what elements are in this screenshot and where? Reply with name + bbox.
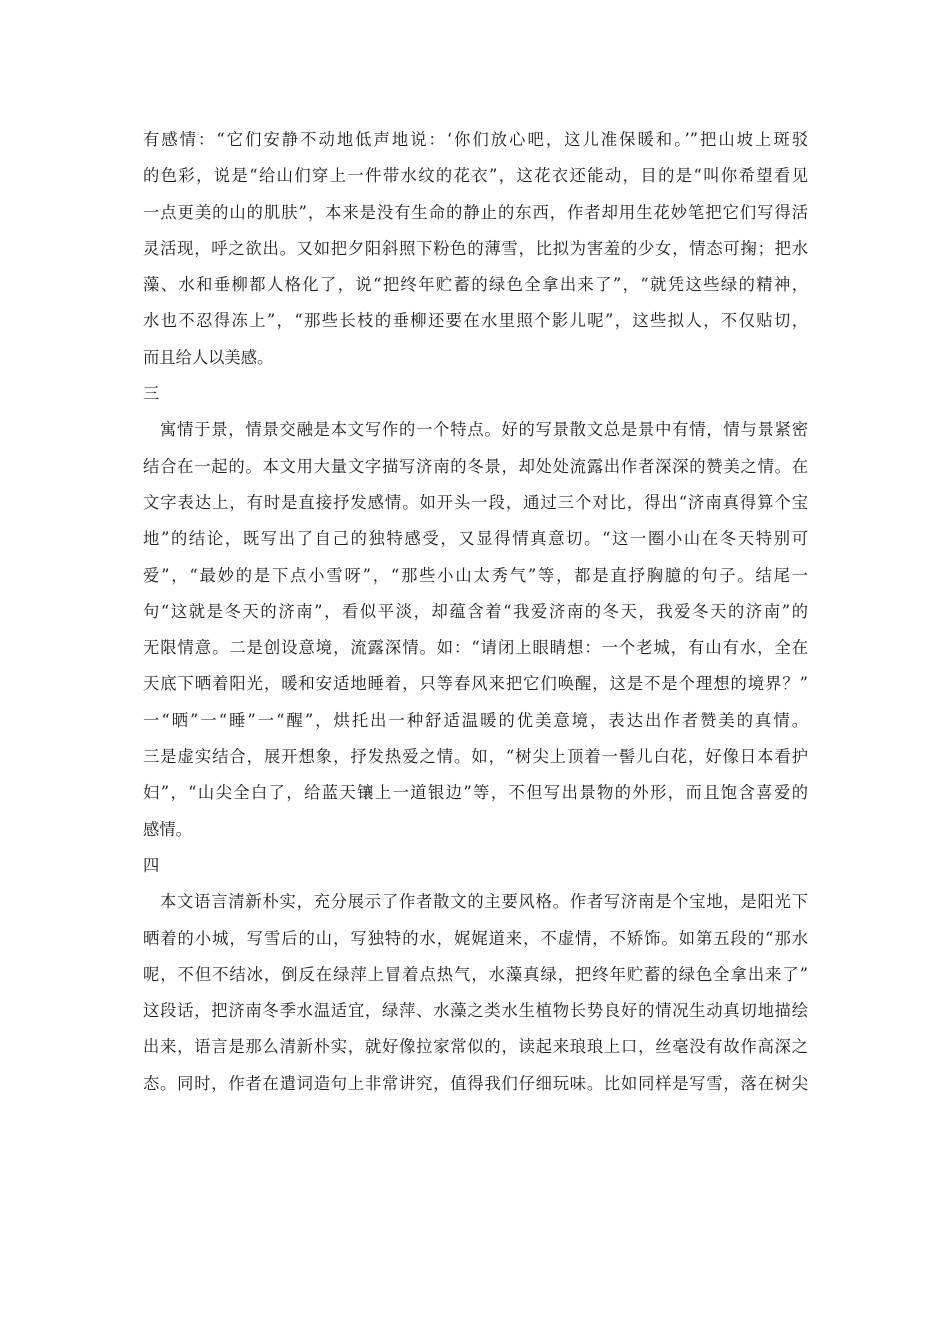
text-line: 晒着的小城，写雪后的山，写独特的水，娓娓道来，不虚情，不矫饰。如第五段的“那水	[143, 928, 808, 948]
paragraph-three	[143, 412, 808, 848]
text-line: 的色彩，说是“给山们穿上一件带水纹的花衣”，这花衣还能动，目的是“叫你希望看见	[143, 166, 808, 186]
text-line: 水也不忍得冻上”，“那些长枝的垂柳还要在水里照个影儿呢”，这些拟人，不仅贴切，	[143, 311, 808, 331]
text-line: 爱”，“最妙的是下点小雪呀”，“那些小山太秀气”等，都是直抒胸臆的句子。结尾一	[143, 565, 808, 585]
text-line: 三是虚实结合，展开想象，抒发热爱之情。如，“树尖上顶着一髻儿白花，好像日本看护	[143, 747, 808, 767]
text-line: 无限情意。二是创设意境，流露深情。如：“请闭上眼睛想：一个老城，有山有水，全在	[143, 638, 808, 658]
text-line: 句“这就是冬天的济南”，看似平淡，却蕴含着“我爱济南的冬天，我爱冬天的济南”的	[143, 601, 808, 621]
text-line: 藻、水和垂柳都人格化了，说“把终年贮蓄的绿色全拿出来了”，“就凭这些绿的精神，	[143, 275, 808, 295]
text-line: 妇”，“山尖全白了，给蓝天镶上一道银边”等，不但写出景物的外形，而且饱含喜爱的	[143, 783, 808, 803]
text-line: 天底下晒着阳光，暖和安适地睡着，只等春风来把它们唤醒，这是不是个理想的境界？”	[143, 674, 808, 694]
text-line: 文字表达上，有时是直接抒发感情。如开头一段，通过三个对比，得出“济南真得算个宝	[143, 492, 808, 512]
paragraph-four	[143, 884, 808, 1102]
text-line: 这段话，把济南冬季水温适宜，绿萍、水藻之类水生植物长势良好的情况生动真切地描绘	[143, 1001, 808, 1021]
text-line: 出来，语言是那么清新朴实，就好像拉家常似的，读起来琅琅上口，丝毫没有故作高深之	[143, 1037, 808, 1057]
text-line: 而且给人以美感。	[143, 347, 274, 367]
text-line: 呢，不但不结冰，倒反在绿萍上冒着点热气，水藻真绿，把终年贮蓄的绿色全拿出来了”	[143, 964, 808, 984]
document-body	[143, 122, 808, 1102]
paragraph-continued	[143, 122, 808, 376]
text-line: 地”的结论，既写出了自己的独特感受，又显得情真意切。“这一圈小山在冬天特别可	[143, 529, 808, 549]
text-line: 灵活现，呼之欲出。又如把夕阳斜照下粉色的薄雪，比拟为害羞的少女，情态可掬；把水	[143, 238, 808, 258]
text-line: 态。同时，作者在遣词造句上非常讲究，值得我们仔细玩味。比如同样是写雪，落在树尖	[143, 1073, 808, 1093]
text-line: 感情。	[143, 819, 192, 839]
text-line: 寓情于景，情景交融是本文写作的一个特点。好的写景散文总是景中有情，情与景紧密	[160, 420, 808, 440]
text-line: 有感情：“它们安静不动地低声地说：‘你们放心吧，这儿准保暖和。’”把山坡上斑驳	[143, 130, 808, 149]
text-line: 结合在一起的。本文用大量文字描写济南的冬景，却处处流露出作者深深的赞美之情。在	[143, 456, 808, 476]
text-line: 一点更美的山的肌肤”，本来是没有生命的静止的东西，作者却用生花妙笔把它们写得活	[143, 202, 808, 222]
section-heading-three: 三	[143, 384, 160, 404]
text-line: 本文语言清新朴实，充分展示了作者散文的主要风格。作者写济南是个宝地，是阳光下	[160, 892, 808, 912]
text-line: 一“晒”一“睡”一“醒”，烘托出一种舒适温暖的优美意境，表达出作者赞美的真情。	[143, 710, 808, 730]
section-heading-four: 四	[143, 855, 160, 875]
